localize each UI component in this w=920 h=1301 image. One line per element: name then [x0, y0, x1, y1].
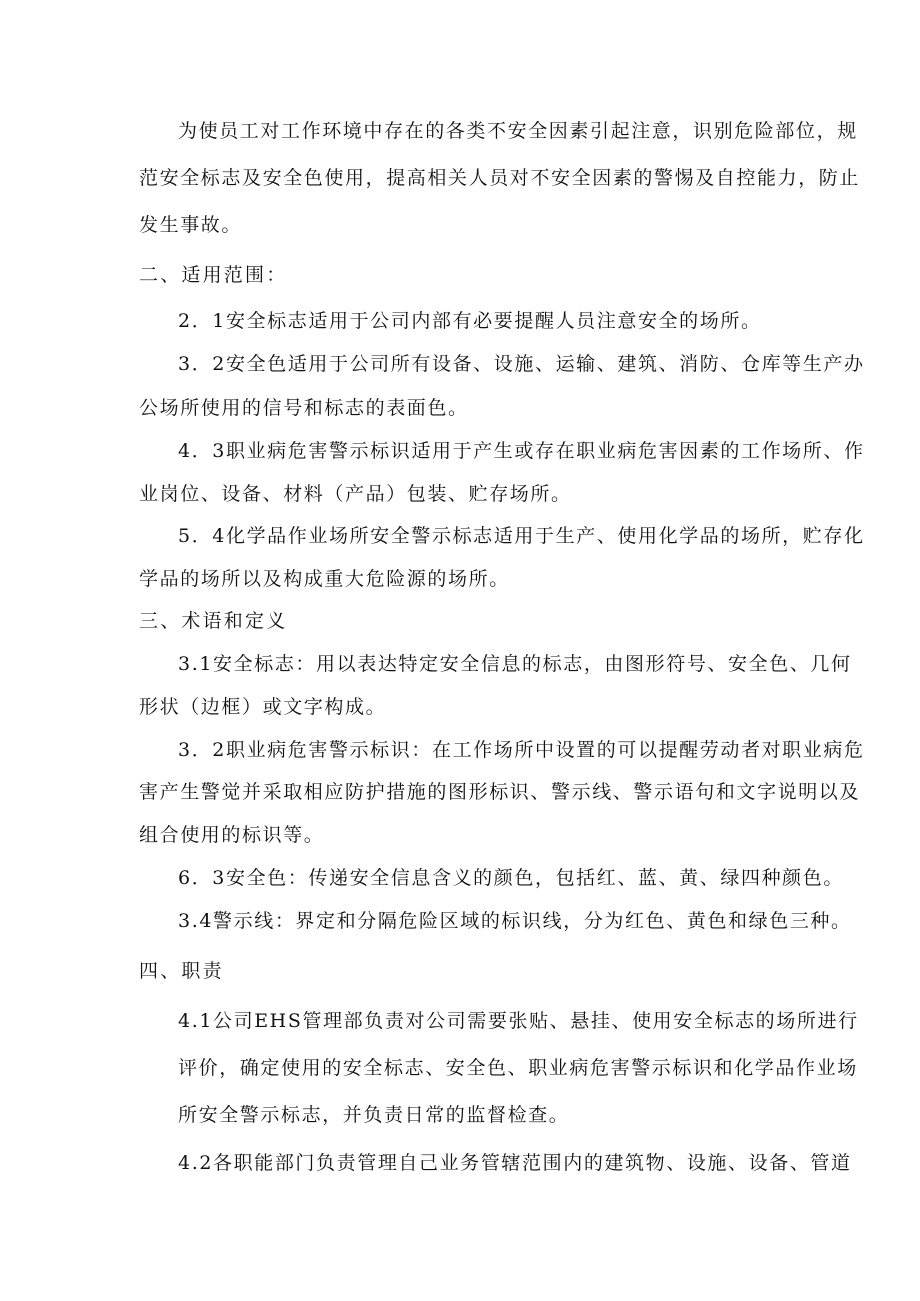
duty-item-4-1-cont: 所安全警示标志，并负责日常的监督检查。	[178, 1104, 570, 1126]
scope-item-4-3-cont: 业岗位、设备、材料（产品）包装、贮存场所。	[139, 483, 572, 505]
purpose-paragraph-line: 发生事故。	[139, 214, 243, 236]
purpose-paragraph-line: 为使员工对工作环境中存在的各类不安全因素引起注意，识别危险部位，规	[178, 120, 858, 142]
term-item-3-2: 3．2职业病危害警示标识：在工作场所中设置的可以提醒劳动者对职业病危	[178, 739, 865, 761]
term-item-3-1-cont: 形状（边框）或文字构成。	[139, 696, 387, 718]
term-item-3-2-cont: 害产生警觉并采取相应防护措施的图形标识、警示线、警示语句和文字说明以及	[139, 781, 861, 803]
term-item-3-4: 3.4警示线：界定和分隔危险区域的标识线，分为红色、黄色和绿色三种。	[178, 910, 852, 932]
section-heading-scope: 二、适用范围：	[139, 264, 288, 286]
term-item-3-1: 3.1安全标志：用以表达特定安全信息的标志，由图形符号、安全色、几何	[178, 653, 852, 675]
purpose-paragraph-line: 范安全标志及安全色使用，提高相关人员对不安全因素的警惕及自控能力，防止	[139, 167, 861, 189]
scope-item-3-2-cont: 公场所使用的信号和标志的表面色。	[139, 397, 469, 419]
section-heading-terms: 三、术语和定义	[139, 610, 288, 632]
duty-item-4-1: 4.1公司EHS管理部负责对公司需要张贴、悬挂、使用安全标志的场所进行	[178, 1010, 859, 1032]
duty-item-4-1-cont: 评价，确定使用的安全标志、安全色、职业病危害警示标识和化学品作业场	[178, 1057, 858, 1079]
duty-item-4-2: 4.2各职能部门负责管理自己业务管辖范围内的建筑物、设施、设备、管道	[178, 1152, 852, 1174]
section-heading-duties: 四、职责	[139, 960, 224, 982]
scope-item-3-2: 3．2安全色适用于公司所有设备、设施、运输、建筑、消防、仓库等生产办	[178, 353, 865, 375]
term-item-6-3: 6．3安全色：传递安全信息含义的颜色，包括红、蓝、黄、绿四种颜色。	[178, 867, 844, 889]
scope-item-5-4-cont: 学品的场所以及构成重大危险源的场所。	[139, 568, 510, 590]
term-item-3-2-cont: 组合使用的标识等。	[139, 824, 325, 846]
scope-item-5-4: 5．4化学品作业场所安全警示标志适用于生产、使用化学品的场所，贮存化	[178, 525, 865, 547]
scope-item-2-1: 2．1安全标志适用于公司内部有必要提醒人员注意安全的场所。	[178, 310, 762, 332]
scope-item-4-3: 4．3职业病危害警示标识适用于产生或存在职业病危害因素的工作场所、作	[178, 440, 865, 462]
